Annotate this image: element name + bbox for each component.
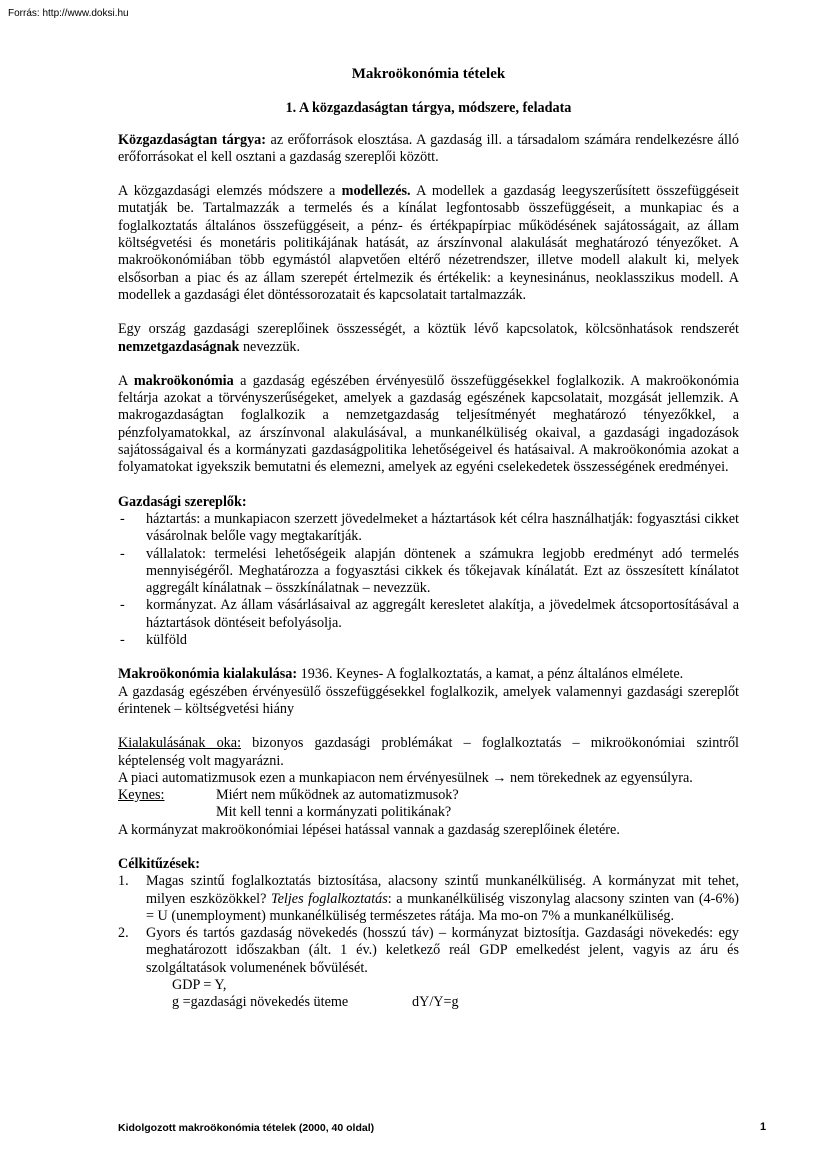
origin-term: Makroökonómia kialakulása: — [118, 666, 298, 683]
paragraph-method — [118, 183, 739, 304]
keynes-question-2 — [118, 804, 739, 821]
goals-heading-text: Célkitűzések: — [118, 855, 200, 872]
actors-list-item: - háztartás: a munkapiacon szerzett jövedelmeket a háztartások két célra használhatják: fogyasztási cikket vásárolnak belőle vagy megtakarítják. — [118, 511, 739, 546]
goal-text: Gyors és tartós gazdaság növekedés (hosszú táv) – kormányzat biztosítja. Gazdasági növekedés: egy meghatározott időszakban (ált. 1 év.) keletkező reál GDP emelkedést jelent, vagyis az áru és szolgáltatások volumenének bővülését. — [146, 925, 739, 976]
macro-text: a gazdaság egészében érvényesülő összefüggésekkel foglalkozik. A makroökonómia feltárja azokat a törvényszerűségeket, amelyek a gazdaság egészének kapcsolatait, mozgását jellemzik. A makrogazdaságtan foglalkozik a nemzetgazdaság teljesítményét meghatározó tényezőkkel, a pénzfolyamatokkal, az árszínvonal alakulásával, a munkanélküliség okaival, a gazdasági ingadozások sajátosságaival és a kormányzati gazdaságpolitika lehetőségeivel és hatásaival. A makroökonómia azokat a folyamatokat igyekszik bemutatni és elemezni, amelyek az egyéni cselekedetek összességének eredményei. — [118, 372, 740, 476]
goal-text-post: : a munkanélküliség viszonylag alacsony szinten van (4-6%) = U (unemployment) munkanélküliség természetes rátája. Ma mo-on 7% a munkanélküliség. — [146, 890, 739, 924]
national-economy-post: nevezzük. — [239, 338, 301, 355]
goal-text: Magas szintű foglalkoztatás biztosítása, alacsony szintű munkanélküliség. A kormányzat mit tehet, milyen eszközökkel? — [146, 873, 739, 907]
actors-list — [118, 511, 739, 649]
subject-text: az erőforrások elosztása. A gazdaság ill. a társadalom számára rendelkezésre álló erőforrásokat el kell osztani a gazdaság szereplői között. — [118, 131, 739, 165]
actors-list-item: - kormányzat. Az állam vásárlásaival az aggregált keresletet alakítja, a jövedelmek átcsoportosításával a háztartások döntéseit befolyásolja. — [118, 597, 739, 632]
keynes-spacer — [118, 804, 216, 821]
paragraph-national-economy — [118, 321, 739, 356]
goals-list-item — [118, 925, 739, 977]
origin-text: 1936. Keynes- A foglalkoztatás, a kamat, a pénz általános elmélete. — [297, 666, 684, 683]
formula-growth — [118, 994, 739, 1011]
goals-list — [118, 873, 739, 977]
goals-list-item — [118, 873, 739, 925]
goal-italic-term: Teljes foglalkoztatás — [271, 890, 388, 907]
reason-text: bizonyos gazdasági problémákat – foglalkoztatás – mikroökonómiai szintről képtelenség volt magyarázni. — [118, 735, 739, 769]
national-economy-pre: Egy ország gazdasági szereplőinek összességét, a köztük lévő kapcsolatok, kölcsönhatások rendszerét — [118, 321, 739, 338]
keynes-question-text: Miért nem működnek az automatizmusok? — [216, 787, 459, 804]
page-number: 1 — [760, 1121, 767, 1133]
method-term: modellezés. — [341, 183, 411, 200]
paragraph-origin — [118, 666, 739, 683]
goal-number: 1. — [118, 873, 129, 890]
macro-pre: A — [118, 372, 134, 389]
method-pre: A közgazdasági elemzés módszere a — [118, 183, 342, 200]
paragraph-government: A kormányzat makroökonómiai lépései hatással vannak a gazdaság szereplőinek életére. — [118, 821, 620, 838]
paragraph-reason — [118, 735, 739, 770]
market-post: nem törekednek az egyensúlyra. — [506, 769, 693, 786]
reason-label: Kialakulásának oka: — [118, 735, 242, 752]
formula-gdp: GDP = Y, — [172, 977, 227, 994]
formula-growth-left: g =gazdasági növekedés üteme — [172, 994, 349, 1011]
paragraph-origin-2: A gazdaság egészében érvényesülő összefüggésekkel foglalkozik, amelyek valamennyi gazdasági szereplőt érintenek – költségvetési hiány — [118, 683, 739, 717]
goals-heading — [118, 856, 739, 873]
paragraph-market — [118, 770, 739, 787]
keynes-question-1 — [118, 787, 739, 804]
market-pre: A piaci automatizmusok ezen a munkapiacon nem érvényesülnek — [118, 769, 493, 786]
actors-heading — [118, 494, 739, 511]
actors-heading-text: Gazdasági szereplők: — [118, 493, 247, 510]
document-page — [118, 66, 739, 1012]
document-title: Makroökonómia tételek — [351, 66, 506, 82]
national-economy-term: nemzetgazdaságnak — [118, 338, 240, 355]
keynes-question-text: Mit kell tenni a kormányzati politikának? — [216, 804, 452, 821]
section-title: 1. A közgazdaságtan tárgya, módszere, feladata — [285, 100, 572, 117]
macro-term: makroökonómia — [133, 372, 234, 389]
method-text: A modellek a gazdaság leegyszerűsített összefüggéseit mutatják be. Tartalmazzák a termelés és a kínálat legfontosabb összefüggéseit, a munkapiac és a foglalkoztatás általános összefüggéseit, a pénz- és értékpapírpiac működésének sajátosságait, az állam költségvetési és monetáris politikájának hatását, az árszínvonal alakulását meghatározó tényezőket. A makroökonómiában több egymástól alapvetően eltérő nézetrendszer, illetve modell alakult ki, melyek elsősorban a piac és az állam szerepét értelmezik és értékelik: a keynesinánus, neoklasszikus modell. A modellek a gazdasági élet döntéssorozatait és kapcsolatait tartalmazzák. — [118, 183, 739, 303]
subject-term: Közgazdaságtan tárgya: — [118, 131, 266, 148]
formula-growth-right: dY/Y=g — [412, 994, 459, 1011]
paragraph-subject — [118, 132, 739, 167]
source-note: Forrás: http://www.doksi.hu — [8, 8, 129, 19]
actors-list-item: - vállalatok: termelési lehetőségeik alapján döntenek a számukra legjobb eredményt adó termelés mennyiségéről. Meghatározza a fogyasztási cikkek és tőkejavak kínálatát. Ezt az összesített kínálatot aggregált kínálatnak – összkínálatnak – nevezzük. — [118, 546, 739, 598]
page-footer: Kidolgozott makroökonómia tételek (2000, 40 oldal) — [118, 1122, 375, 1134]
paragraph-macroeconomics — [118, 373, 739, 477]
goal-number: 2. — [118, 925, 129, 942]
arrow-right-icon: → — [492, 769, 507, 786]
actors-list-item: - külföld — [118, 632, 739, 649]
keynes-label: Keynes: — [118, 787, 165, 804]
